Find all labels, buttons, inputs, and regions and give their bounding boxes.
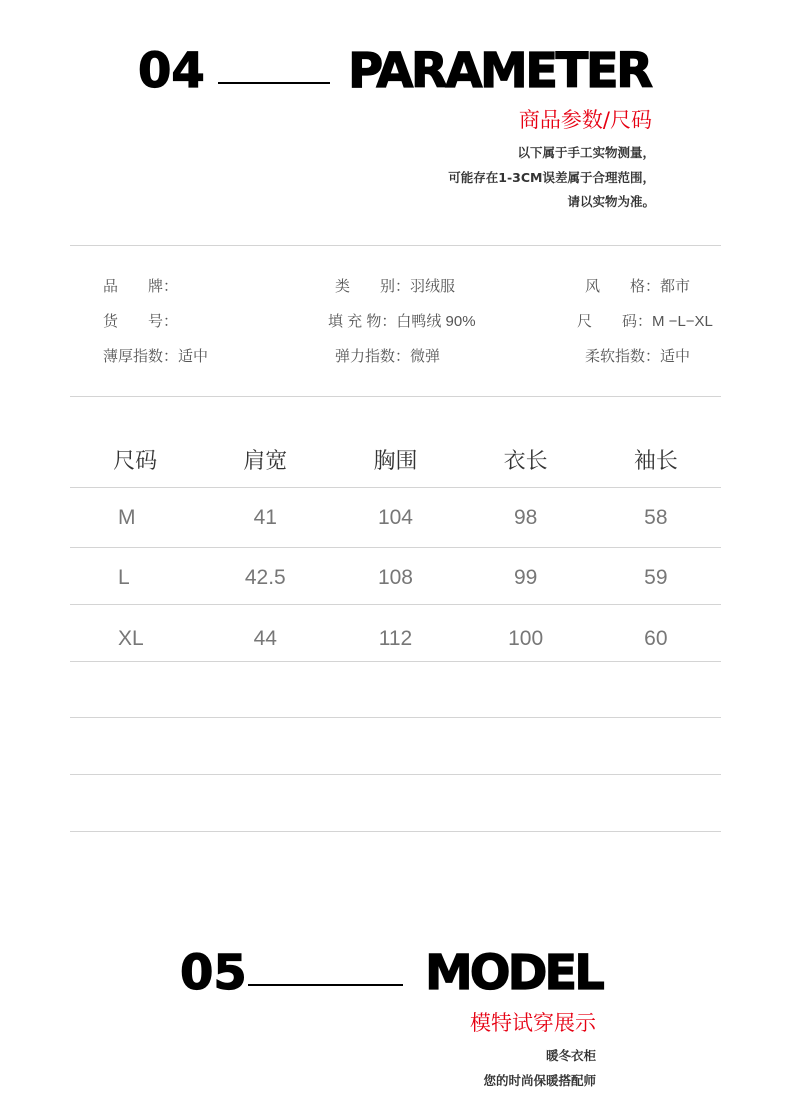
info-style-value: 都市 [660,278,691,295]
info-category-value: 羽绒服 [410,278,456,295]
cell-shoulder: 42.5 [244,566,286,589]
model-note-line: 您的时尚保暖搭配师 [483,1073,596,1088]
parameter-subtitle: 商品参数/尺码 [518,108,652,132]
section-divider [70,396,721,397]
cell-length: 99 [513,566,538,589]
table-header-sleeve: 袖长 [633,449,678,474]
info-thickness-value: 适中 [178,348,209,365]
info-thickness [103,347,208,367]
cell-size: XL [118,627,144,650]
cell-chest: 112 [378,627,413,650]
cell-shoulder: 44 [253,627,277,650]
parameter-section-number: 04 [138,43,205,99]
model-heading-rule [248,984,403,986]
table-header-row [70,432,721,488]
cell-size: L [118,566,130,589]
cell-chest: 104 [377,505,413,529]
info-item-no-label: 货 号： [103,313,179,330]
cell-sleeve: 58 [644,505,668,529]
model-note-line: 暖冬衣柜 [545,1048,596,1063]
info-filling [328,312,476,332]
cell-size: M [118,505,136,529]
info-style-label: 风 格： [585,278,661,295]
info-style [585,277,690,297]
cell-length: 98 [513,505,538,529]
parameter-section-title: PARAMETER [348,43,651,99]
parameter-note-line: 以下属于手工实物测量， [517,145,655,160]
table-row-empty [70,662,721,718]
table-header-chest: 胸围 [373,449,418,474]
cell-shoulder: 41 [253,505,277,529]
table-row [70,605,721,662]
parameter-notes [448,141,655,215]
parameter-note-line: 请以实物为准。 [567,194,655,209]
table-header-length: 衣长 [503,449,548,474]
info-softness-label: 柔软指数： [585,348,661,365]
info-category [335,277,455,297]
table-row-empty [70,775,721,832]
model-section-title: MODEL [425,945,602,1001]
table-row-empty [70,718,721,775]
parameter-note-line: 可能存在1-3CM误差属于合理范围， [448,169,655,185]
model-section-number: 05 [180,945,247,1001]
cell-sleeve: 60 [644,627,668,650]
info-size-range [577,312,713,332]
info-thickness-label: 薄厚指数： [103,348,179,365]
info-brand [103,277,178,297]
parameter-heading-rule [218,82,330,84]
info-softness [585,347,690,367]
table-header-shoulder: 肩宽 [243,449,288,474]
table-header-size: 尺码 [113,449,158,474]
info-filling-value: 白鸭绒 90% [396,313,476,330]
info-elasticity-value: 微弹 [410,348,441,365]
info-elasticity-label: 弹力指数： [335,348,411,365]
info-item-no [103,312,178,332]
info-size-range-label: 尺 码： [577,313,653,330]
info-softness-value: 适中 [660,348,691,365]
size-table [70,432,721,832]
model-notes [483,1043,596,1093]
model-subtitle: 模特试穿展示 [470,1011,596,1035]
cell-sleeve: 59 [644,566,668,589]
section-divider [70,245,721,246]
info-filling-label: 填 充 物： [328,313,397,330]
cell-chest: 108 [377,566,413,589]
info-elasticity [335,347,440,367]
table-row [70,488,721,548]
info-category-label: 类 别： [335,278,411,295]
table-row [70,548,721,605]
cell-length: 100 [508,627,544,650]
info-brand-label: 品 牌： [103,278,179,295]
info-size-range-value: M −L−XL [652,313,713,330]
